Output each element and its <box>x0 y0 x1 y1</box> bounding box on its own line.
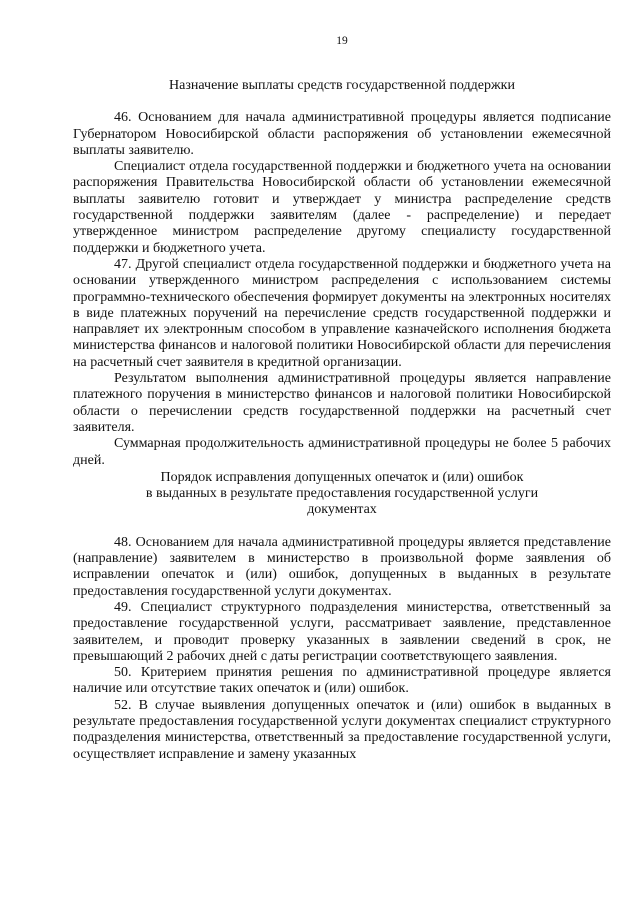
paragraph-46: 46. Основанием для начала административной процедуры является подписание Губернатором Новосибирской области распоряжения об установлении ежемесячной выплаты заявителю. <box>73 110 611 158</box>
paragraph-50: 50. Критерием принятия решения по административной процедуре является наличие или отсутствие таких опечаток и (или) ошибок. <box>73 665 611 697</box>
paragraph-52: 52. В случае выявления допущенных опечаток и (или) ошибок в выданных в результате предоставления государственной услуги документах специалист структурного подразделения министерства, ответственный за предоставление государственной услуги, осуществляет исправление и замену указанных <box>73 697 611 762</box>
paragraph-48: 48. Основанием для начала административной процедуры является представление (направление) заявителем в министерство в произвольной форме заявления об исправлении опечаток и (или) ошибок, допущенных в выданных в результате предоставления государственной услуги документах. <box>73 534 611 599</box>
section-heading-line-3: документах <box>307 502 377 518</box>
paragraph-result: Результатом выполнения административной процедуры является направление платежного поручения в министерство финансов и налоговой политики Новосибирской области о перечислении средств государственной поддержки на расчетный счет заявителя. <box>73 371 611 435</box>
section-heading-line-1: Порядок исправления допущенных опечаток и (или) ошибок <box>160 469 524 485</box>
paragraph-47: 47. Другой специалист отдела государственной поддержки и бюджетного учета на основании утвержденного министром распределения с использованием системы программно-технического обеспечения формирует документы на электронных носителях в виде платежных поручений на перечисление средств государственной поддержки и направляет их электронным способом в управление казначейского исполнения бюджета министерства финансов и налоговой политики Новосибирской области для перечисления на расчетный счет заявителя в кредитной организации. <box>73 256 611 370</box>
paragraph-49: 49. Специалист структурного подразделения министерства, ответственный за предоставление государственной услуги, рассматривает заявление, представленное заявителем, и проводит проверку указанных в заявлении сведений в срок, не превышающий 2 рабочих дней с даты регистрации соответствующего заявления. <box>73 599 611 664</box>
paragraph-specialist: Специалист отдела государственной поддержки и бюджетного учета на основании распоряжения Правительства Новосибирской области об установлении ежемесячной выплаты заявителю готовит и утверждает у министра распределение средств государственной поддержки заявителям (далее - распределение) и передает утвержденное министром распределение другому специалисту государственной поддержки и бюджетного учета. <box>73 159 611 256</box>
section-heading-payment-assignment: Назначение выплаты средств государственной поддержки <box>169 78 515 93</box>
section-heading-line-2: в выданных в результате предоставления государственной услуги <box>145 486 539 502</box>
page-number: 19 <box>336 35 348 47</box>
paragraph-duration: Суммарная продолжительность административной процедуры не более 5 рабочих дней. <box>73 436 611 468</box>
section-heading-error-correction <box>73 470 611 519</box>
